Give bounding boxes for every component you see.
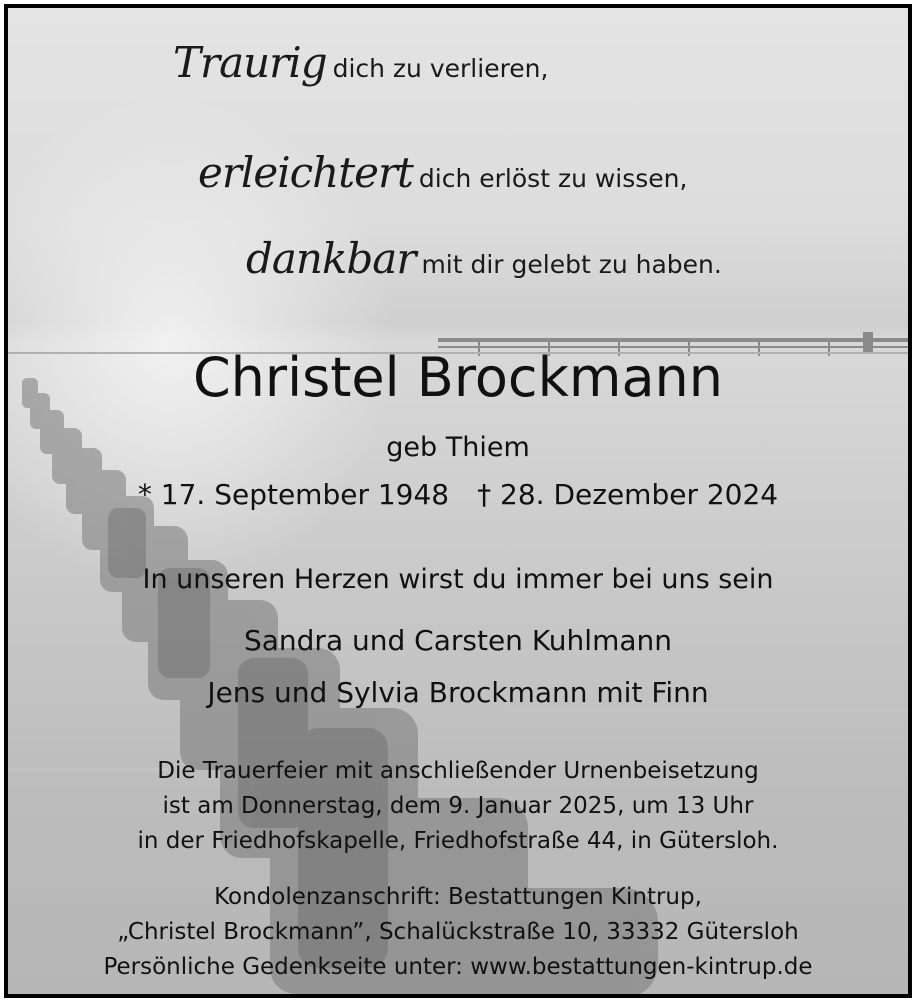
maiden-name: geb Thiem <box>386 432 530 463</box>
poem-line-3 <box>246 234 722 283</box>
memorial-motto: In unseren Herzen wirst du immer bei uns sein <box>142 564 774 595</box>
poem-text: mit dir gelebt zu haben. <box>421 250 722 279</box>
life-dates <box>8 478 908 511</box>
family-line: Sandra und Carsten Kuhlmann <box>243 624 672 657</box>
poem-script-word: dankbar <box>246 234 416 283</box>
poem-line-1 <box>173 38 548 87</box>
obituary-frame <box>4 4 912 998</box>
condolence-line: Persönliche Gedenkseite unter: www.bestattungen-kintrup.de <box>103 954 813 980</box>
poem-text: dich erlöst zu wissen, <box>418 164 688 193</box>
family-line: Jens und Sylvia Brockmann mit Finn <box>207 676 709 709</box>
service-info-line: in der Friedhofskapelle, Friedhofstraße 44, in Gütersloh. <box>137 828 779 854</box>
condolence-line: „Christel Brockmann”, Schalückstraße 10, 33332 Gütersloh <box>117 919 799 945</box>
condolence-line: Kondolenzanschrift: Bestattungen Kintrup, <box>214 884 702 910</box>
poem-script-word: Traurig <box>173 38 327 87</box>
death-date: † 28. Dezember 2024 <box>477 478 779 511</box>
poem-script-word: erleichtert <box>198 148 413 197</box>
birth-date: * 17. September 1948 <box>137 478 450 511</box>
poem-text: dich zu verlieren, <box>332 54 549 83</box>
service-info-line: Die Trauerfeier mit anschließender Urnenbeisetzung <box>157 758 759 784</box>
poem-line-2 <box>198 148 687 197</box>
service-info-line: ist am Donnerstag, dem 9. Januar 2025, um 13 Uhr <box>162 793 754 819</box>
deceased-name: Christel Brockmann <box>192 346 724 409</box>
